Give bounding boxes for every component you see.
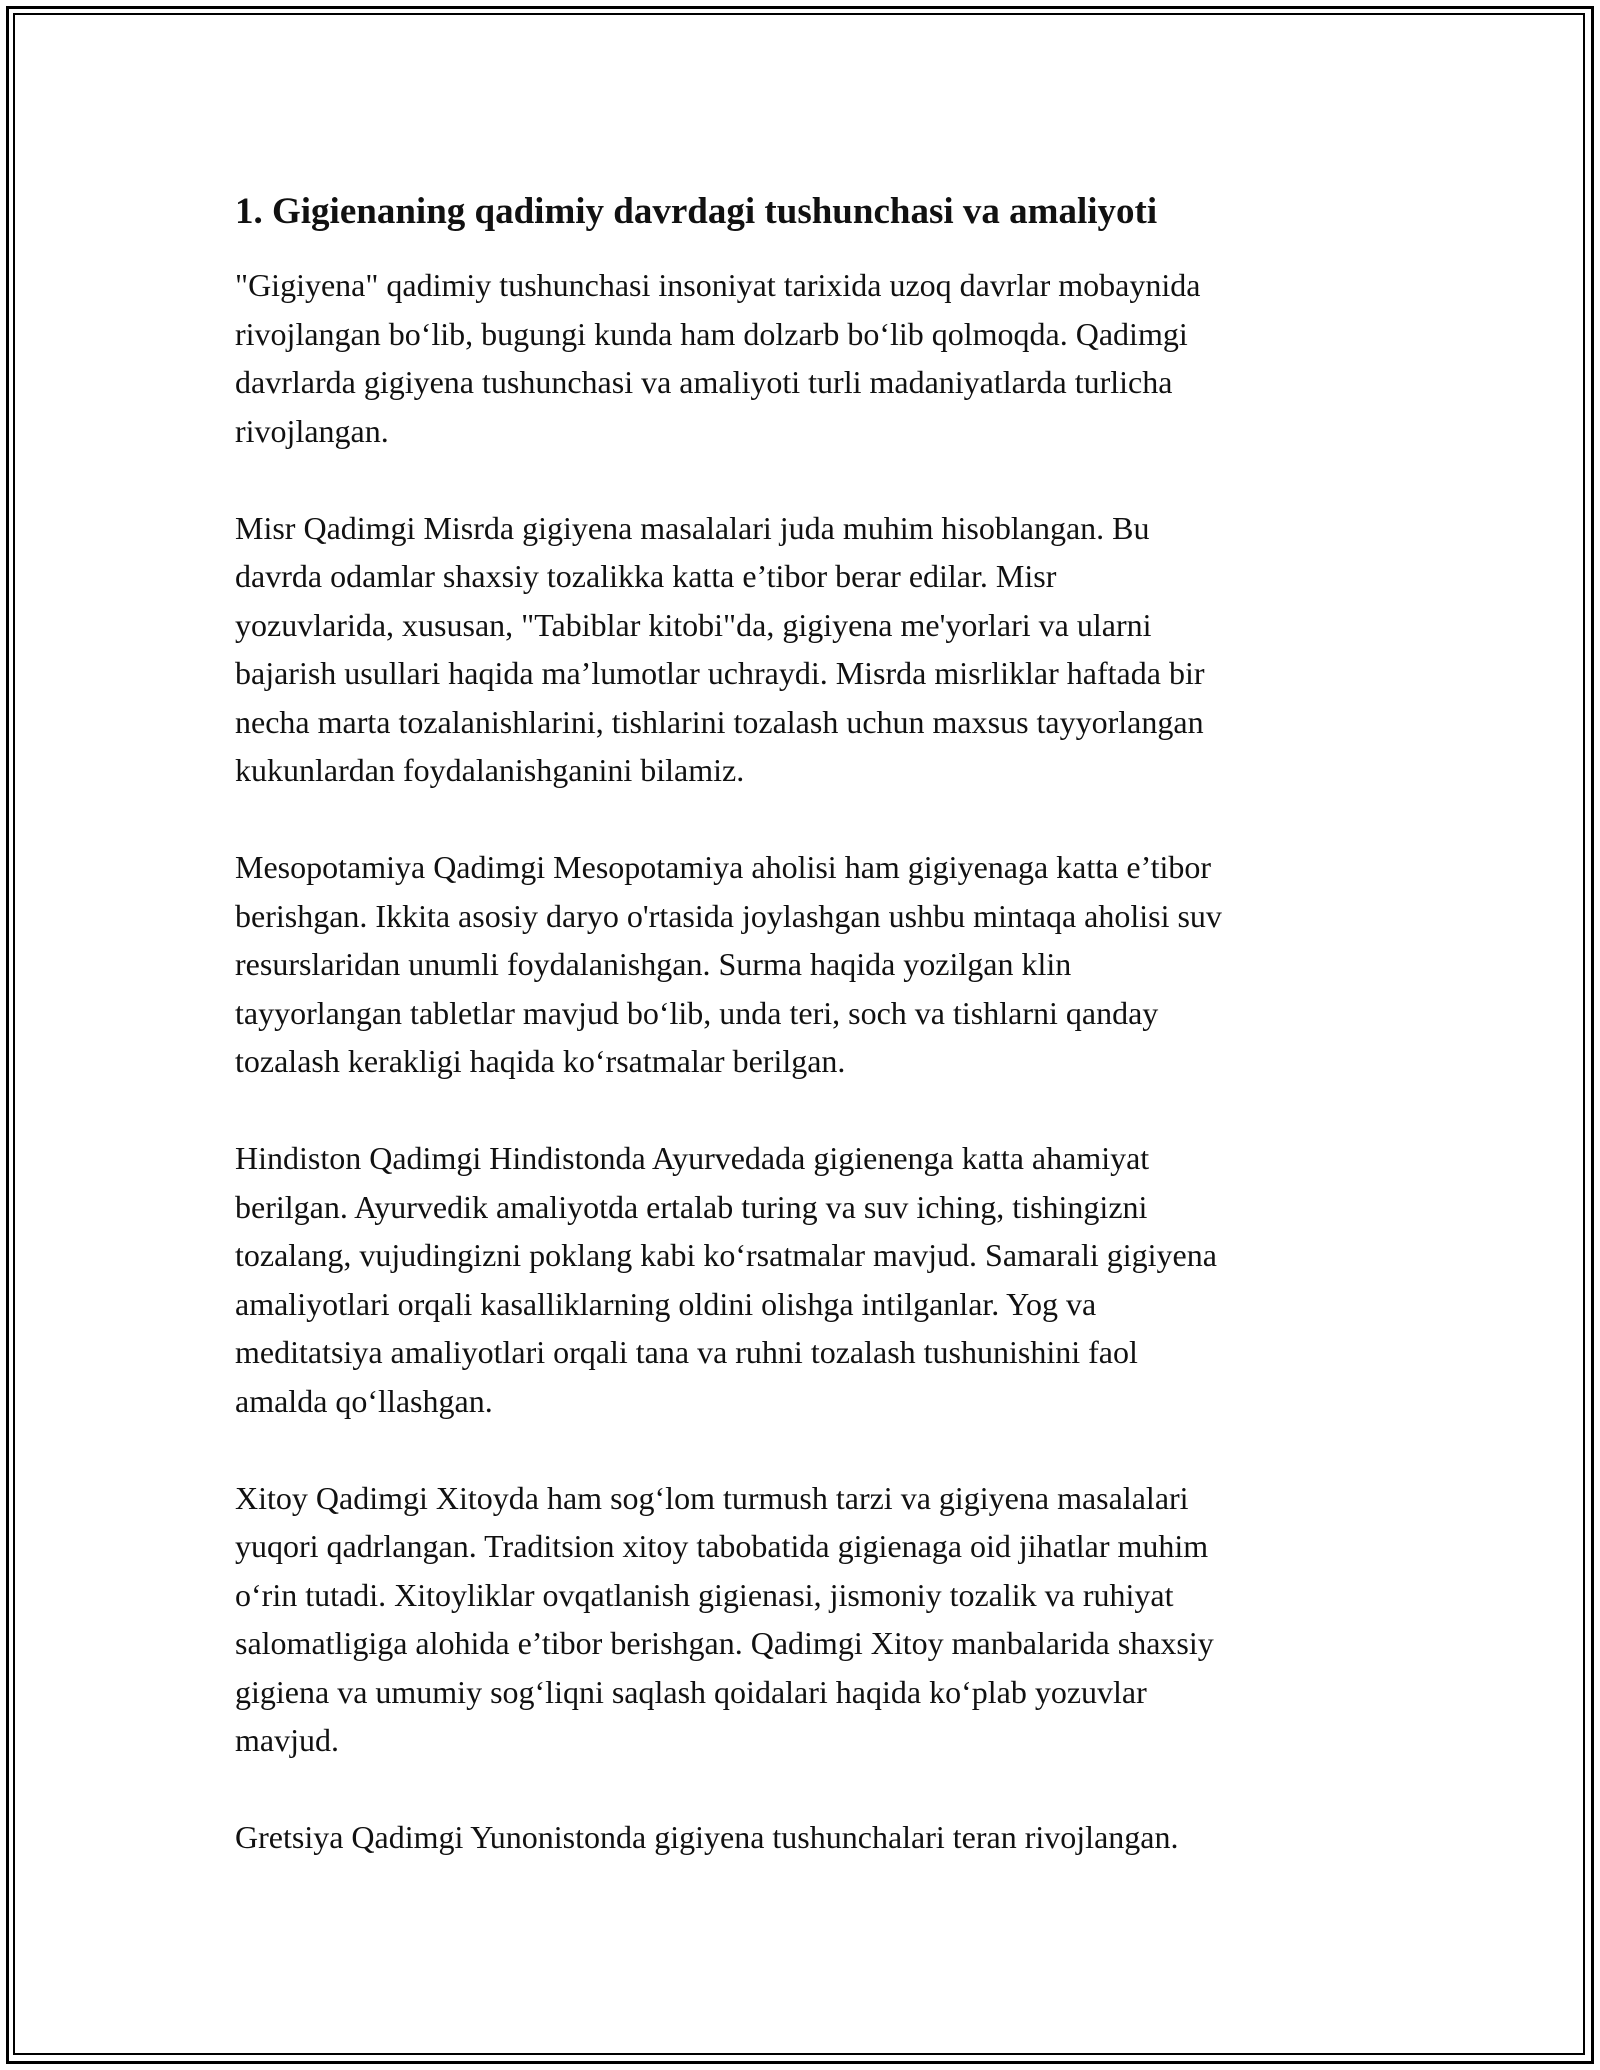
text-line: berilgan. Ayurvedik amaliyotda ertalab turing va suv iching, tishingizni: [235, 1188, 1148, 1225]
paragraph-misr: [235, 504, 1375, 795]
document-body: [235, 188, 1375, 1862]
text-line: Xitoy Qadimgi Xitoyda ham sog‘lom turmush tarzi va gigiyena masalalari: [235, 1479, 1189, 1516]
text-line: tayyorlangan tabletlar mavjud bo‘lib, unda teri, soch va tishlarni qanday: [235, 994, 1159, 1031]
text-line: yuqori qadrlangan. Traditsion xitoy tabobatida gigienaga oid jihatlar muhim: [235, 1528, 1209, 1564]
text-line: Hindiston Qadimgi Hindistonda Ayurvedada gigienenga katta ahamiyat: [235, 1140, 1150, 1176]
text-line: tozalash kerakligi haqida ko‘rsatmalar berilgan.: [235, 1043, 846, 1079]
text-line: rivojlangan.: [235, 412, 389, 449]
text-line: bajarish usullari haqida ma’lumotlar uchraydi. Misrda misrliklar haftada bir: [235, 655, 1205, 691]
paragraph-intro: [235, 261, 1375, 455]
paragraph-mesopotamiya: [235, 843, 1375, 1086]
text-line: "Gigiyena" qadimiy tushunchasi insoniyat tarixida uzoq davrlar mobaynida: [235, 267, 1201, 303]
text-line: Misr Qadimgi Misrda gigiyena masalalari juda muhim hisoblangan. Bu: [235, 509, 1150, 546]
text-line: resurslaridan unumli foydalanishgan. Surma haqida yozilgan klin: [235, 946, 1072, 982]
text-line: amalda qo‘llashgan.: [235, 1382, 493, 1419]
section-heading: 1. Gigienaning qadimiy davrdagi tushunchasi va amaliyoti: [235, 191, 1158, 232]
text-line: tozalang, vujudingizni poklang kabi ko‘rsatmalar mavjud. Samarali gigiyena: [235, 1237, 1217, 1273]
text-line: mavjud.: [235, 1722, 339, 1758]
text-line: salomatligiga alohida e’tibor berishgan. Qadimgi Xitoy manbalarida shaxsiy: [235, 1625, 1214, 1661]
paragraph-hindiston: [235, 1134, 1375, 1425]
text-line: rivojlangan bo‘lib, bugungi kunda ham dolzarb bo‘lib qolmoqda. Qadimgi: [235, 315, 1188, 352]
paragraph-xitoy: [235, 1474, 1375, 1765]
text-line: yozuvlarida, xususan, "Tabiblar kitobi"da, gigiyena me'yorlari va ularni: [235, 606, 1152, 643]
text-line: o‘rin tutadi. Xitoyliklar ovqatlanish gigienasi, jismoniy tozalik va ruhiyat: [235, 1576, 1174, 1613]
text-line: davrda odamlar shaxsiy tozalikka katta e’tibor berar edilar. Misr: [235, 558, 1057, 594]
text-line: Mesopotamiya Qadimgi Mesopotamiya aholisi ham gigiyenaga katta e’tibor: [235, 849, 1212, 885]
text-line: gigiena va umumiy sog‘liqni saqlash qoidalari haqida ko‘plab yozuvlar: [235, 1673, 1147, 1710]
text-line: meditatsiya amaliyotlari orqali tana va ruhni tozalash tushunishini faol: [235, 1334, 1138, 1370]
paragraph-gretsiya: [235, 1813, 1375, 1862]
text-line: amaliyotlari orqali kasalliklarning oldini olishga intilganlar. Yog va: [235, 1285, 1097, 1322]
text-line: necha marta tozalanishlarini, tishlarini tozalash uchun maxsus tayyorlangan: [235, 703, 1204, 740]
text-line: kukunlardan foydalanishganini bilamiz.: [235, 752, 745, 788]
text-line: Gretsiya Qadimgi Yunonistonda gigiyena tushunchalari teran rivojlangan.: [235, 1819, 1179, 1855]
text-line: berishgan. Ikkita asosiy daryo o'rtasida joylashgan ushbu mintaqa aholisi suv: [235, 897, 1222, 934]
text-line: davrlarda gigiyena tushunchasi va amaliyoti turli madaniyatlarda turlicha: [235, 364, 1173, 400]
